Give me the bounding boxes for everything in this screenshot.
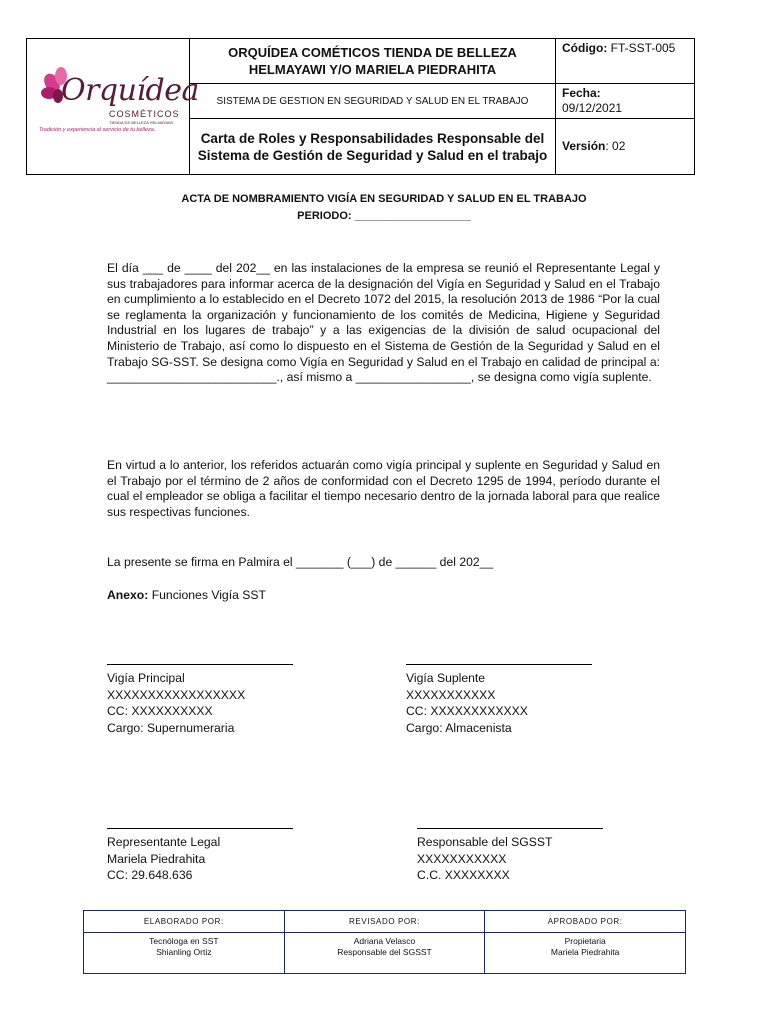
code-cell	[556, 39, 695, 84]
company-name	[190, 39, 556, 84]
code-label: Código:	[562, 41, 608, 55]
period-line: PERIODO: ___________________	[297, 210, 471, 222]
signature-name: Mariela Piedrahita	[107, 851, 206, 866]
company-line-2: HELMAYAWI Y/O MARIELA PIEDRAHITA	[248, 62, 497, 77]
logo-brand: Orquídea	[61, 73, 199, 108]
aprobado-name: Mariela Piedrahita	[550, 947, 620, 957]
signature-line	[107, 664, 293, 665]
paragraph-1: El día ___ de ____ del 202__ en las instalaciones de la empresa se reunió el Representante Legal y sus trabajadores para informar acerca de la designación del Vigía en Seguridad y Salud en el Trabajo en cumplimiento a lo establecido en el Decreto 1072 del 2015, la resolución 2013 de 1986 “Por la cual se reglamenta la organización y funcionamiento de los comités de Medicina, Higiene y Seguridad Industrial en los lugares de trabajo” y a las exigencias de la división de salud ocupacional del Ministerio de Trabajo, así como lo dispuesto en el Sistema de Gestión de la Seguridad y Salud en el Trabajo SG-SST. Se designa como Vigía en Seguridad y Salud en el Trabajo en calidad de principal a: _________________________., así mismo a _________________, se designa como vigía suplente.	[107, 261, 660, 385]
signature-id: C.C. XXXXXXXX	[417, 868, 510, 882]
elaborado-role: Tecnóloga en SST	[149, 936, 219, 946]
revisado-header: REVISADO POR:	[284, 911, 485, 933]
version-label: Versión	[562, 139, 606, 153]
revisado-role: Responsable del SGSST	[337, 947, 432, 957]
signature-line	[107, 828, 293, 829]
annex-value: Funciones Vigía SST	[148, 588, 266, 602]
aprobado-header: APROBADO POR:	[485, 911, 686, 933]
date-cell	[556, 84, 695, 119]
signature-role: Vigía Suplente	[406, 671, 486, 685]
code-value: FT-SST-005	[610, 41, 676, 55]
signature-id: CC: XXXXXXXXXXXX	[406, 704, 528, 718]
signature-representante-legal	[107, 828, 293, 884]
signature-name: XXXXXXXXXXXXXXXXX	[107, 687, 246, 702]
elaborado-header: ELABORADO POR:	[84, 911, 285, 933]
signature-name: XXXXXXXXXXX	[406, 687, 496, 702]
signature-vigia-suplente	[406, 664, 592, 736]
revisado-cell	[284, 933, 485, 974]
signature-role: Representante Legal	[107, 835, 221, 849]
signature-position: Cargo: Almacenista	[406, 720, 512, 735]
logo-tagline: Tradición y experiencia al servicio de tu belleza.	[39, 127, 156, 133]
signature-role: Vigía Principal	[107, 671, 185, 685]
signature-line	[417, 828, 603, 829]
header-table	[26, 38, 695, 175]
act-title: ACTA DE NOMBRAMIENTO VIGÍA EN SEGURIDAD Y SALUD EN EL TRABAJO	[181, 193, 587, 205]
elaborado-cell	[84, 933, 285, 974]
signature-id: CC: XXXXXXXXXX	[107, 704, 213, 718]
elaborado-name: Shianling Ortiz	[156, 947, 212, 957]
company-logo	[39, 67, 199, 147]
signature-id: CC: 29.648.636	[107, 868, 193, 882]
annex-label: Anexo:	[107, 588, 149, 602]
annex-line	[107, 588, 266, 602]
logo-cell	[27, 39, 199, 175]
company-line-1: ORQUÍDEA COMÉTICOS TIENDA DE BELLEZA	[228, 45, 517, 60]
document-title: Carta de Roles y Responsabilidades Responsable del Sistema de Gestión de Seguridad y Salud en el trabajo	[190, 119, 556, 175]
aprobado-role: Propietaria	[564, 936, 606, 946]
signature-position: Cargo: Supernumeraria	[107, 720, 235, 735]
signature-name: XXXXXXXXXXX	[417, 851, 507, 866]
signed-line: La presente se firma en Palmira el _______ (___) de ______ del 202__	[107, 555, 494, 569]
logo-small-text: TIENDA DE BELLEZA HELMAYAWI	[109, 120, 173, 125]
signature-responsable-sgsst	[417, 828, 603, 884]
aprobado-cell	[485, 933, 686, 974]
version-value: : 02	[605, 139, 626, 153]
signature-line	[406, 664, 592, 665]
signature-vigia-principal	[107, 664, 293, 736]
date-value: 09/12/2021	[562, 101, 623, 115]
system-name: SISTEMA DE GESTION EN SEGURIDAD Y SALUD EN EL TRABAJO	[190, 84, 556, 119]
logo-subtitle: COSMÉTICOS	[109, 109, 180, 119]
version-cell	[556, 119, 695, 175]
date-label: Fecha:	[562, 86, 601, 100]
paragraph-2: En virtud a lo anterior, los referidos actuarán como vigía principal y suplente en Seguridad y Salud en el Trabajo por el término de 2 años de conformidad con el Decreto 1295 de 1994, período durante el cual el empleador se obliga a facilitar el tiempo necesario dentro de la jornada laboral para que realice sus respectivas funciones.	[107, 458, 660, 519]
signature-role: Responsable del SGSST	[417, 835, 553, 849]
revisado-name: Adriana Velasco	[353, 936, 416, 946]
approval-table	[83, 910, 686, 974]
